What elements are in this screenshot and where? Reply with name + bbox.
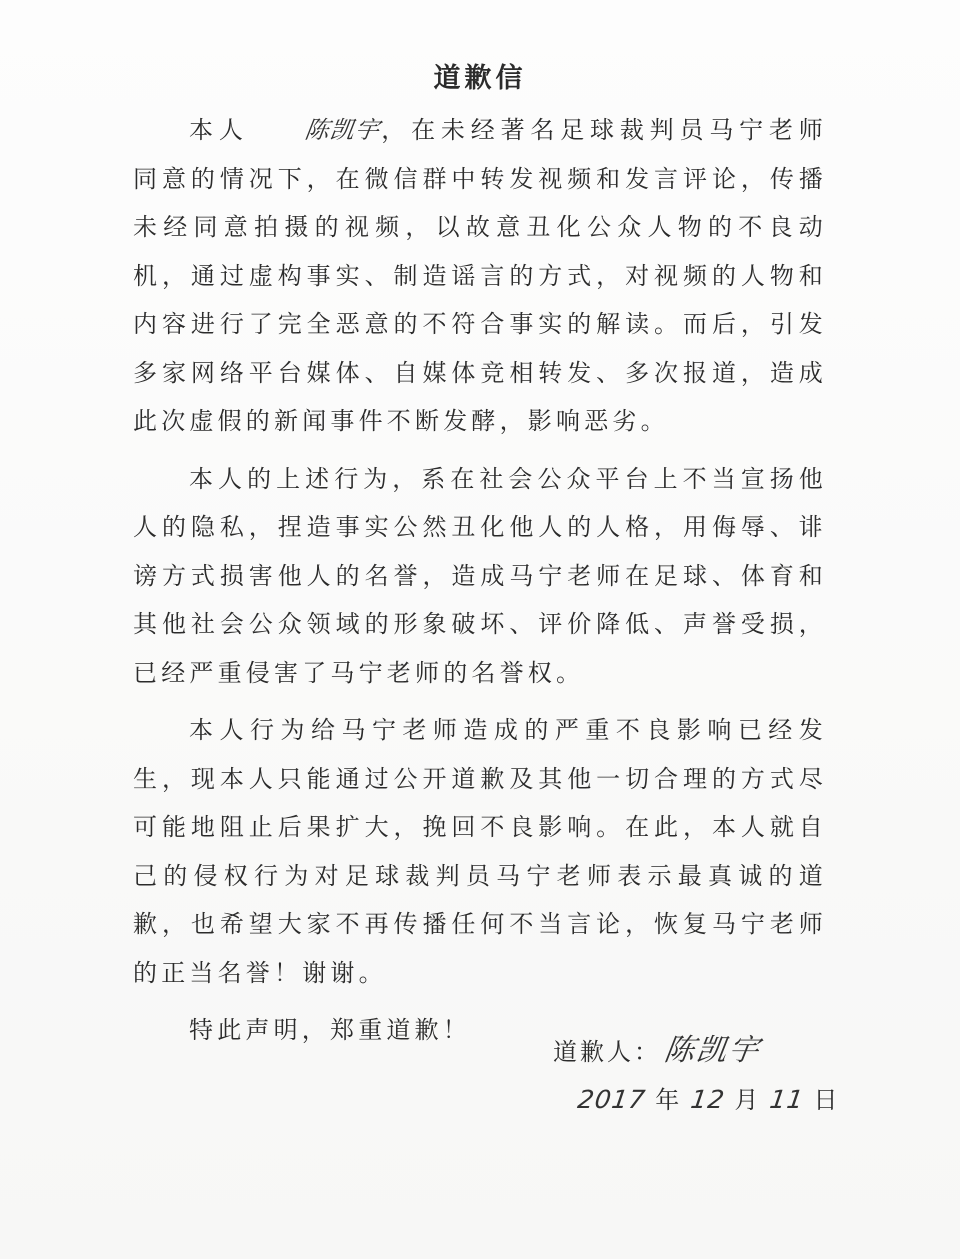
- paragraph-1-lead: 本人: [189, 116, 249, 144]
- paragraph-1-text: ，在未经著名足球裁判员马宁老师同意的情况下，在微信群中转发视频和发言评论，传播未经同意拍摄的视频，以故意丑化公众人物的不良动机，通过虚构事实、制造谣言的方式，对视频的人物和内容进行了完全恶意的不符合事实的解读。而后，引发多家网络平台媒体、自媒体竞相转发、多次报道，造成此次虚假的新闻事件不断发酵，影响恶劣。: [133, 116, 828, 435]
- handwritten-name-inline: 陈凯宇: [302, 116, 382, 144]
- date-year-unit: 年: [655, 1086, 682, 1114]
- paragraph-1: [133, 106, 827, 446]
- date-month: 12: [688, 1085, 727, 1114]
- date-month-unit: 月: [734, 1086, 761, 1114]
- paragraph-4: 特此声明，郑重道歉！: [189, 1016, 471, 1044]
- date-day-unit: 日: [813, 1086, 840, 1114]
- signature-label: 道歉人：: [553, 1038, 661, 1066]
- date-day: 11: [767, 1085, 806, 1114]
- date-year: 2017: [575, 1085, 648, 1114]
- date-line: [575, 1080, 840, 1115]
- letter-body: [133, 106, 827, 1055]
- signature-line: [553, 1025, 761, 1069]
- letter-title: 道歉信: [433, 63, 527, 94]
- paragraph-3: 本人行为给马宁老师造成的严重不良影响已经发生，现本人只能通过公开道歉及其他一切合理的方式尽可能地阻止后果扩大，挽回不良影响。在此，本人就自己的侵权行为对足球裁判员马宁老师表示最真诚的道歉，也希望大家不再传播任何不当言论，恢复马宁老师的正当名誉！谢谢。: [133, 716, 827, 987]
- handwritten-signature: 陈凯宇: [662, 1033, 763, 1068]
- paragraph-2: 本人的上述行为，系在社会公众平台上不当宣扬他人的隐私，捏造事实公然丑化他人的人格，用侮辱、诽谤方式损害他人的名誉，造成马宁老师在足球、体育和其他社会公众领域的形象破坏、评价降低、声誉受损，已经严重侵害了马宁老师的名誉权。: [133, 464, 827, 687]
